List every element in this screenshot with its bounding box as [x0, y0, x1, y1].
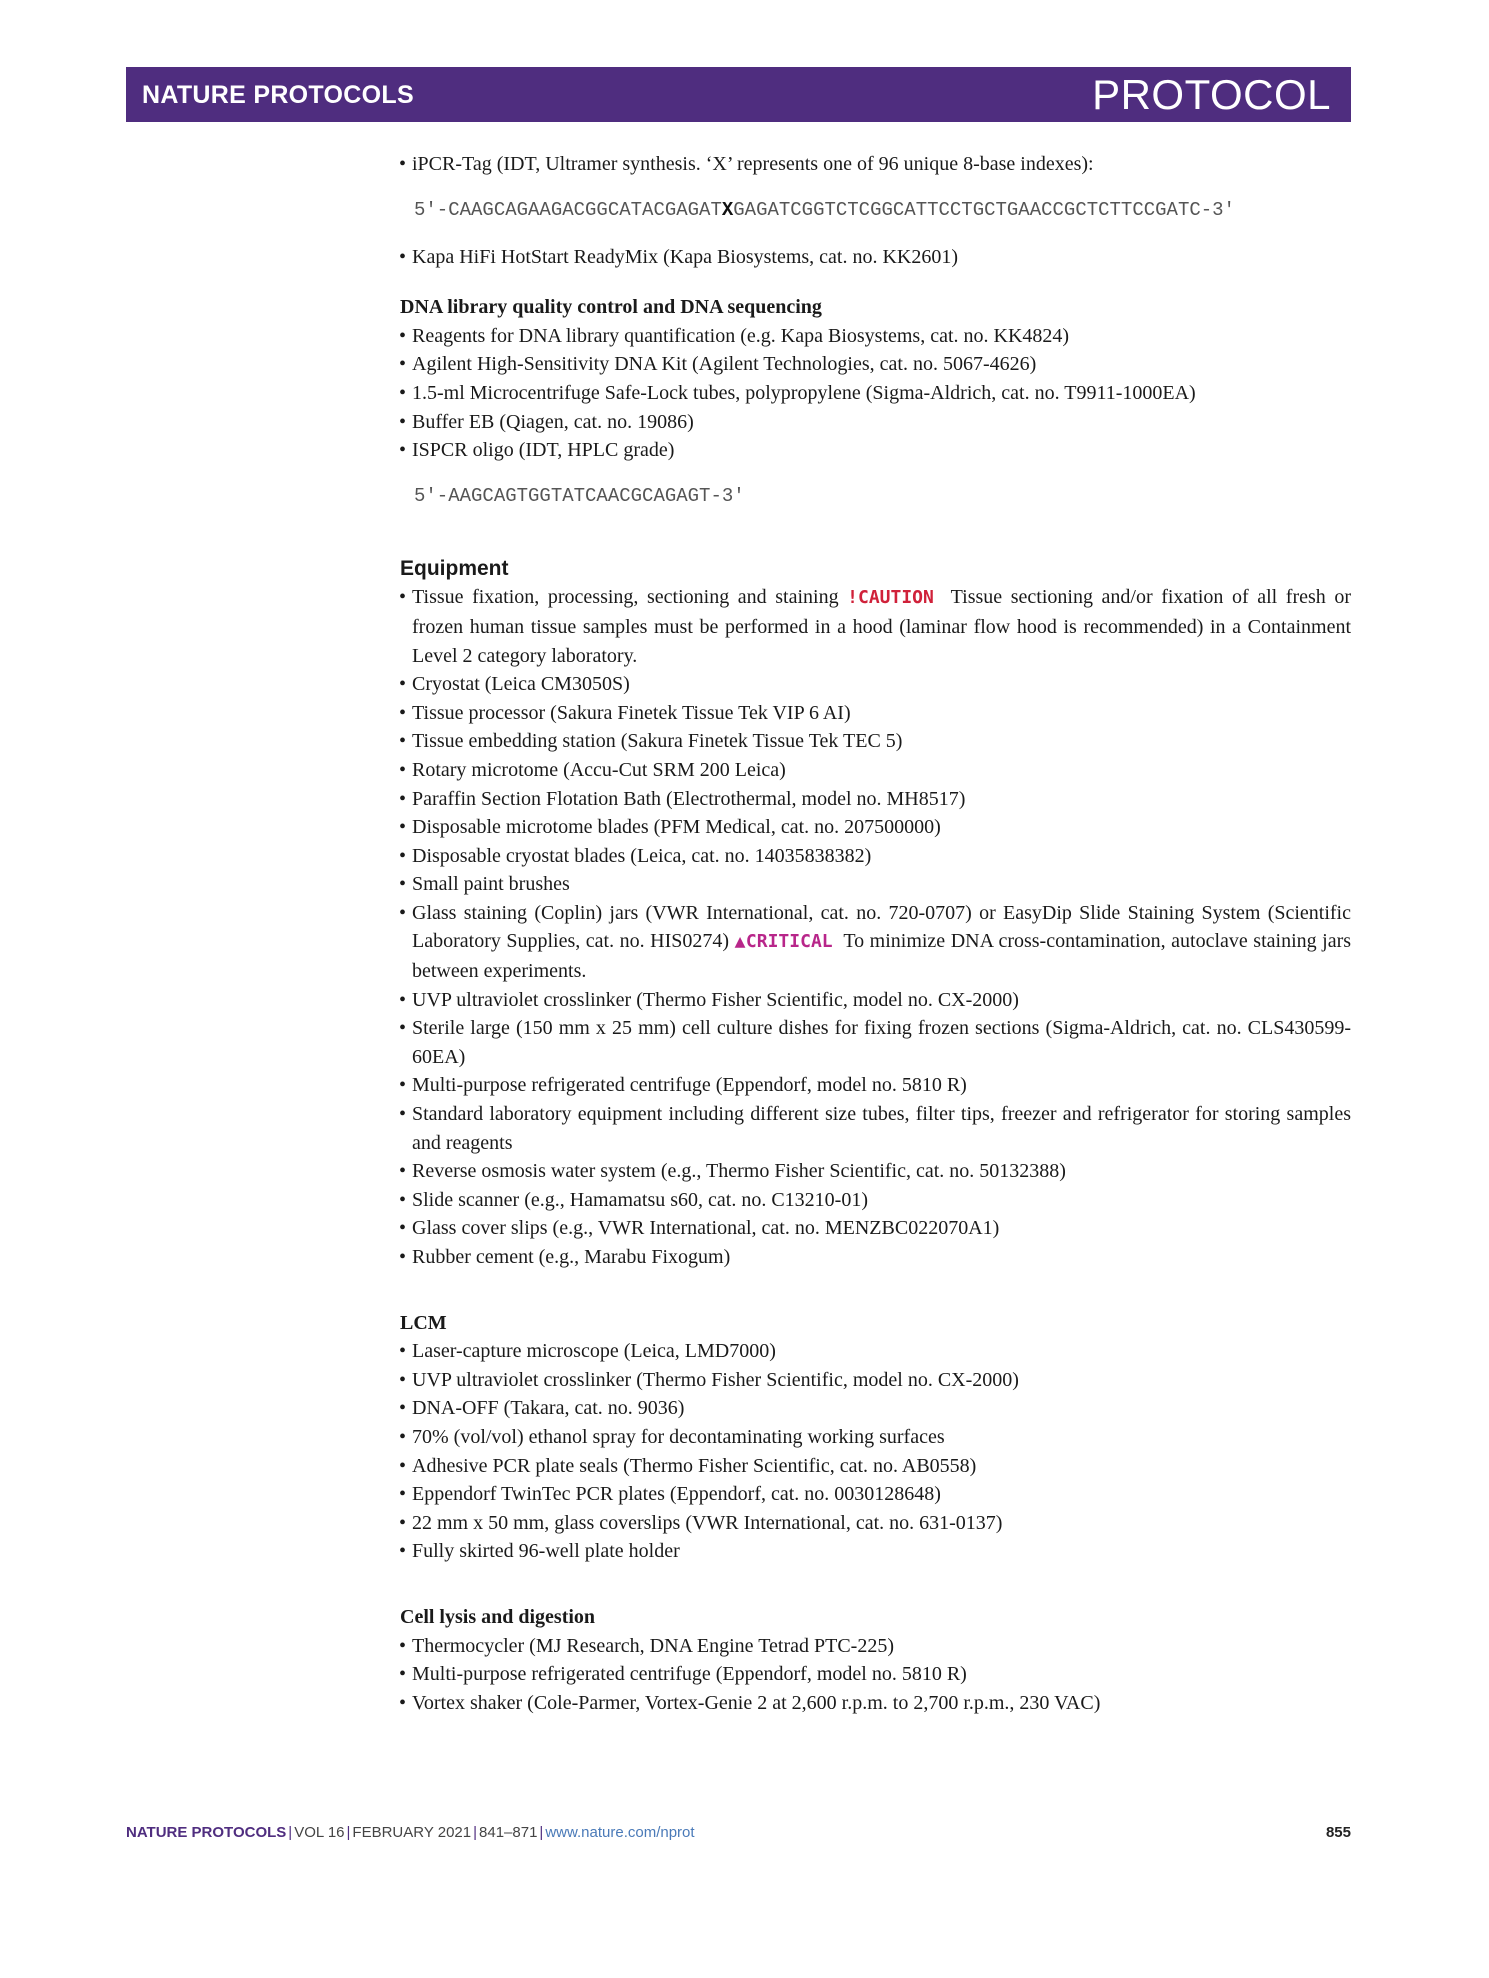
- list-item: • iPCR-Tag (IDT, Ultramer synthesis. ‘X’ represents one of 96 unique 8-base indexes):: [399, 150, 1351, 179]
- item-text: Tissue fixation, processing, sectioning and staining: [412, 586, 839, 609]
- list-item: • 1.5-ml Microcentrifuge Safe-Lock tubes, polypropylene (Sigma-Aldrich, cat. no. T9911-1000EA): [399, 379, 1351, 408]
- list-item: • Reverse osmosis water system (e.g., Thermo Fisher Scientific, cat. no. 50132388): [399, 1157, 1351, 1186]
- list-item: • Paraffin Section Flotation Bath (Electrothermal, model no. MH8517): [399, 785, 1351, 814]
- section-heading-lcm: LCM: [400, 1311, 447, 1334]
- sequence-index-x: X: [721, 198, 734, 221]
- section-heading-qc: DNA library quality control and DNA sequencing: [400, 296, 822, 319]
- equipment-list: [399, 583, 1351, 670]
- lcm-list: [399, 1337, 1351, 1566]
- list-item: • Reagents for DNA library quantification (e.g. Kapa Biosystems, cat. no. KK4824): [399, 322, 1351, 351]
- list-item: [399, 583, 1351, 670]
- list-item: • Multi-purpose refrigerated centrifuge (Eppendorf, model no. 5810 R): [399, 1660, 1351, 1689]
- equipment-list-b: [399, 986, 1351, 1272]
- sequence-start: 5′-CAAGCAGAAGACGGCATACGAGAT: [414, 198, 722, 221]
- list-item: • Thermocycler (MJ Research, DNA Engine Tetrad PTC-225): [399, 1632, 1351, 1661]
- list-item: • DNA-OFF (Takara, cat. no. 9036): [399, 1394, 1351, 1423]
- list-item: • Glass cover slips (e.g., VWR International, cat. no. MENZBC022070A1): [399, 1214, 1351, 1243]
- footer-url-link[interactable]: www.nature.com/nprot: [545, 1824, 695, 1841]
- list-item: • Kapa HiFi HotStart ReadyMix (Kapa Biosystems, cat. no. KK2601): [399, 243, 1351, 272]
- equipment-list-glass: [399, 899, 1351, 986]
- list-item: • Rubber cement (e.g., Marabu Fixogum): [399, 1243, 1351, 1272]
- list-item: • Disposable microtome blades (PFM Medical, cat. no. 207500000): [399, 813, 1351, 842]
- critical-label: ▲CRITICAL: [734, 931, 833, 953]
- list-item: [399, 899, 1351, 986]
- ipcr-tag-sequence: [399, 196, 1351, 224]
- list-item: • Fully skirted 96-well plate holder: [399, 1537, 1351, 1566]
- list-item: • Buffer EB (Qiagen, cat. no. 19086): [399, 408, 1351, 437]
- caution-label: !CAUTION: [847, 587, 934, 609]
- caution-text: Tissue sectioning and/or fixation of all fresh or frozen human tissue samples must be performed in a hood (laminar flow hood is recommended) in a Containment Level 2 category laboratory.: [412, 586, 1351, 667]
- list-item: • Small paint brushes: [399, 870, 1351, 899]
- footer-date: FEBRUARY 2021: [352, 1824, 472, 1841]
- page-footer: NATURE PROTOCOLS | VOL 16 | FEBRUARY 2021 | 841–871 | www.nature.com/nprot 855: [126, 1824, 1351, 1841]
- footer-volume: VOL 16: [294, 1824, 345, 1841]
- journal-name: NATURE PROTOCOLS: [142, 81, 414, 109]
- list-item: • Laser-capture microscope (Leica, LMD7000): [399, 1337, 1351, 1366]
- sequence-end: GAGATCGGTCTCGGCATTCCTGCTGAACCGCTCTTCCGATC-3′: [733, 198, 1235, 221]
- item-text: Glass staining (Coplin) jars (VWR International, cat. no. 720-0707) or EasyDip Slide Staining System (Scientific Laboratory Supplies, cat. no. HIS0274): [412, 901, 1351, 953]
- critical-text: To minimize DNA cross-contamination, autoclave staining jars between experiments.: [412, 930, 1352, 983]
- list-item: • Standard laboratory equipment including different size tubes, filter tips, freezer and refrigerator for storing samples and reagents: [399, 1100, 1351, 1157]
- list-item: • Tissue processor (Sakura Finetek Tissue Tek VIP 6 AI): [399, 699, 1351, 728]
- list-item: • Cryostat (Leica CM3050S): [399, 670, 1351, 699]
- footer-journal: NATURE PROTOCOLS: [126, 1824, 287, 1841]
- article-type: PROTOCOL: [1092, 71, 1331, 118]
- list-item: • UVP ultraviolet crosslinker (Thermo Fisher Scientific, model no. CX-2000): [399, 1366, 1351, 1395]
- page-number: 855: [1325, 1824, 1351, 1841]
- list-item: • Agilent High-Sensitivity DNA Kit (Agilent Technologies, cat. no. 5067-4626): [399, 350, 1351, 379]
- section-heading-equipment: Equipment: [400, 556, 509, 580]
- main-content: [399, 150, 1351, 1717]
- list-item: • Disposable cryostat blades (Leica, cat. no. 14035838382): [399, 842, 1351, 871]
- section-heading-lysis: Cell lysis and digestion: [400, 1605, 596, 1628]
- list-item: • Adhesive PCR plate seals (Thermo Fisher Scientific, cat. no. AB0558): [399, 1452, 1351, 1481]
- ipcr-list: [399, 150, 1351, 179]
- list-item: • 70% (vol/vol) ethanol spray for decontaminating working surfaces: [399, 1423, 1351, 1452]
- footer-pages: 841–871: [479, 1824, 538, 1841]
- list-item: • Sterile large (150 mm x 25 mm) cell culture dishes for fixing frozen sections (Sigma-Aldrich, cat. no. CLS430599-60EA): [399, 1014, 1351, 1071]
- list-item: • Eppendorf TwinTec PCR plates (Eppendorf, cat. no. 0030128648): [399, 1480, 1351, 1509]
- lysis-list: [399, 1632, 1351, 1718]
- list-item: • ISPCR oligo (IDT, HPLC grade): [399, 436, 1351, 465]
- list-item: • Multi-purpose refrigerated centrifuge (Eppendorf, model no. 5810 R): [399, 1071, 1351, 1100]
- journal-header-bar: [126, 67, 1351, 122]
- qc-list: [399, 322, 1351, 465]
- ispcr-oligo-sequence: 5′-AAGCAGTGGTATCAACGCAGAGT-3′: [414, 484, 745, 507]
- list-item: • 22 mm x 50 mm, glass coverslips (VWR International, cat. no. 631-0137): [399, 1509, 1351, 1538]
- kapa-list: [399, 243, 1351, 272]
- list-item: • UVP ultraviolet crosslinker (Thermo Fisher Scientific, model no. CX-2000): [399, 986, 1351, 1015]
- list-item: • Slide scanner (e.g., Hamamatsu s60, cat. no. C13210-01): [399, 1186, 1351, 1215]
- equipment-list-a: [399, 670, 1351, 899]
- list-item: • Rotary microtome (Accu-Cut SRM 200 Leica): [399, 756, 1351, 785]
- list-item: • Tissue embedding station (Sakura Finetek Tissue Tek TEC 5): [399, 727, 1351, 756]
- list-item: • Vortex shaker (Cole-Parmer, Vortex-Genie 2 at 2,600 r.p.m. to 2,700 r.p.m., 230 VAC): [399, 1689, 1351, 1718]
